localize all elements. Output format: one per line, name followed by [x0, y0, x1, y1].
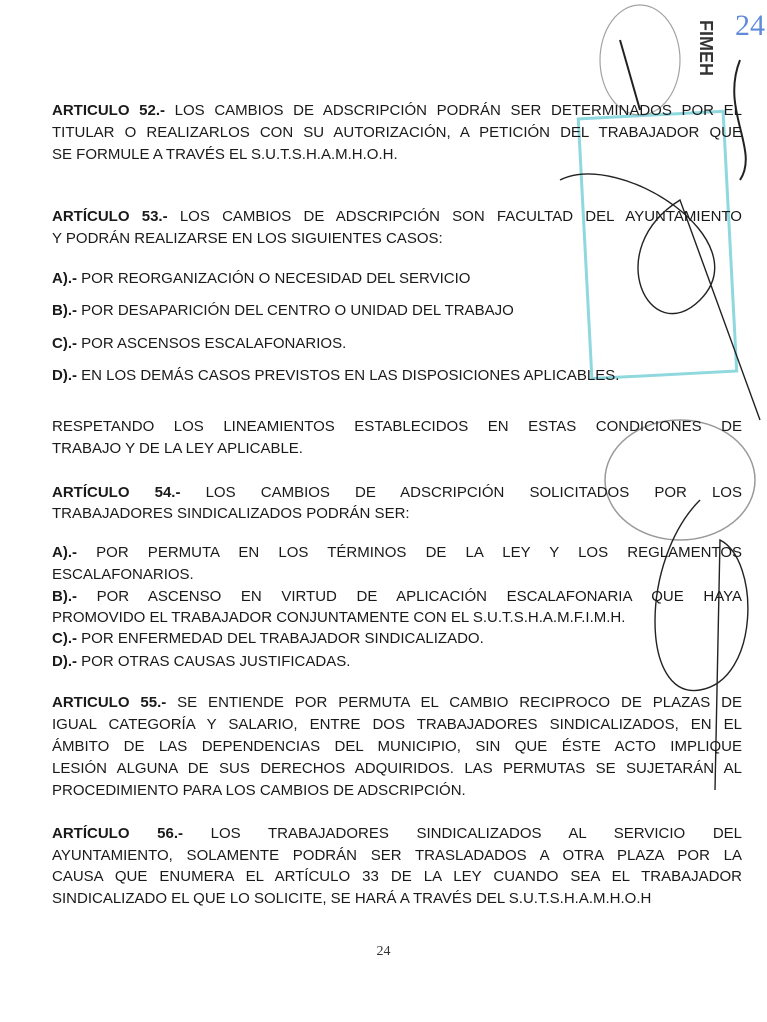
line-text: LOS CAMBIOS DE ADSCRIPCIÓN SOLICITADOS POR LOS: [180, 484, 742, 501]
article-heading: ARTÍCULO 54.-: [52, 484, 181, 501]
text-line: [52, 868, 742, 886]
text-line: [52, 367, 742, 385]
text-line: [52, 302, 742, 320]
article-heading: ARTÍCULO 53.-: [52, 208, 168, 225]
handwritten-page-number: 24: [735, 9, 765, 42]
line-text: LOS CAMBIOS DE ADSCRIPCIÓN PODRÁN SER DETERMINADOS POR EL: [165, 102, 742, 119]
text-line: [52, 716, 742, 734]
line-text: LESIÓN ALGUNA DE SUS DERECHOS ADQUIRIDOS. LAS PERMUTAS SE SUJETARÁN AL: [52, 760, 742, 777]
line-text: Y PODRÁN REALIZARSE EN LOS SIGUIENTES CASOS:: [52, 230, 443, 247]
line-text: AYUNTAMIENTO, SOLAMENTE PODRÁN SER TRASLADADOS A OTRA PLAZA POR LA: [52, 847, 742, 864]
article-heading: A).-: [52, 544, 77, 561]
line-text: EN LOS DEMÁS CASOS PREVISTOS EN LAS DISPOSICIONES APLICABLES.: [77, 367, 620, 384]
text-line: [52, 124, 742, 142]
line-text: POR ENFERMEDAD DEL TRABAJADOR SINDICALIZADO.: [77, 630, 484, 647]
text-line: [52, 760, 742, 778]
line-text: POR ASCENSOS ESCALAFONARIOS.: [77, 335, 347, 352]
text-line: [52, 230, 742, 248]
line-text: SE FORMULE A TRAVÉS EL S.U.T.S.H.A.M.H.O.H.: [52, 146, 398, 163]
line-text: PROMOVIDO EL TRABAJADOR CONJUNTAMENTE CON EL S.U.T.S.H.A.M.F.I.M.H.: [52, 609, 626, 626]
text-line: [52, 588, 742, 606]
line-text: LOS TRABAJADORES SINDICALIZADOS AL SERVICIO DEL: [182, 825, 742, 842]
text-line: [52, 418, 742, 436]
text-line: [52, 694, 742, 712]
article-heading: ARTÍCULO 56.-: [52, 825, 183, 842]
text-line: [52, 208, 742, 226]
article-heading: B).-: [52, 302, 77, 319]
line-text: POR PERMUTA EN LOS TÉRMINOS DE LA LEY Y LOS REGLAMENTOS: [77, 544, 742, 561]
line-text: ÁMBITO DE LAS DEPENDENCIAS DEL MUNICIPIO, SIN QUE ÉSTE ACTO IMPLIQUE: [52, 738, 742, 755]
line-text: ESCALAFONARIOS.: [52, 566, 194, 583]
page-number: 24: [376, 944, 391, 959]
text-line: [52, 782, 742, 800]
text-line: [52, 484, 742, 502]
text-line: [52, 102, 742, 120]
article-heading: ARTICULO 55.-: [52, 694, 167, 711]
line-text: SE ENTIENDE POR PERMUTA EL CAMBIO RECIPROCO DE PLAZAS DE: [166, 694, 742, 711]
article-heading: B).-: [52, 588, 77, 605]
line-text: POR REORGANIZACIÓN O NECESIDAD DEL SERVICIO: [77, 270, 471, 287]
text-line: [52, 566, 742, 584]
article-heading: ARTICULO 52.-: [52, 102, 165, 119]
text-line: [52, 847, 742, 865]
line-text: POR DESAPARICIÓN DEL CENTRO O UNIDAD DEL TRABAJO: [77, 302, 514, 319]
line-text: SINDICALIZADO EL QUE LO SOLICITE, SE HARÁ A TRAVÉS DEL S.U.T.S.H.A.M.H.O.H: [52, 890, 652, 907]
text-line: [52, 440, 742, 458]
line-text: PROCEDIMIENTO PARA LOS CAMBIOS DE ADSCRIPCIÓN.: [52, 782, 466, 799]
round-seal-top: [600, 5, 680, 115]
text-line: [52, 609, 742, 627]
vertical-stamp-text: FIMEH: [696, 20, 716, 76]
text-line: [52, 544, 742, 562]
line-text: CAUSA QUE ENUMERA EL ARTÍCULO 33 DE LA LEY CUANDO SEA EL TRABAJADOR: [52, 868, 742, 885]
article-heading: C).-: [52, 630, 77, 647]
article-heading: D).-: [52, 653, 77, 670]
line-text: TRABAJADORES SINDICALIZADOS PODRÁN SER:: [52, 505, 410, 522]
line-text: POR ASCENSO EN VIRTUD DE APLICACIÓN ESCALAFONARIA QUE HAYA: [77, 588, 742, 605]
text-line: [52, 335, 742, 353]
line-text: LOS CAMBIOS DE ADSCRIPCIÓN SON FACULTAD DEL AYUNTAMIENTO: [167, 208, 742, 225]
text-line: [52, 653, 742, 671]
article-heading: D).-: [52, 367, 77, 384]
line-text: TRABAJO Y DE LA LEY APLICABLE.: [52, 440, 303, 457]
text-line: [52, 738, 742, 756]
text-line: [52, 146, 742, 164]
line-text: IGUAL CATEGORÍA Y SALARIO, ENTRE DOS TRABAJADORES SINDICALIZADOS, EN EL: [52, 716, 742, 733]
line-text: POR OTRAS CAUSAS JUSTIFICADAS.: [77, 653, 351, 670]
article-heading: A).-: [52, 270, 77, 287]
line-text: TITULAR O REALIZARLOS CON SU AUTORIZACIÓN, A PETICIÓN DEL TRABAJADOR QUE: [52, 124, 742, 141]
text-line: [52, 890, 742, 908]
text-line: [52, 630, 742, 648]
text-line: [52, 270, 742, 288]
text-line: [52, 505, 742, 523]
article-heading: C).-: [52, 335, 77, 352]
text-line: [52, 825, 742, 843]
line-text: RESPETANDO LOS LINEAMIENTOS ESTABLECIDOS EN ESTAS CONDICIONES DE: [52, 418, 742, 435]
